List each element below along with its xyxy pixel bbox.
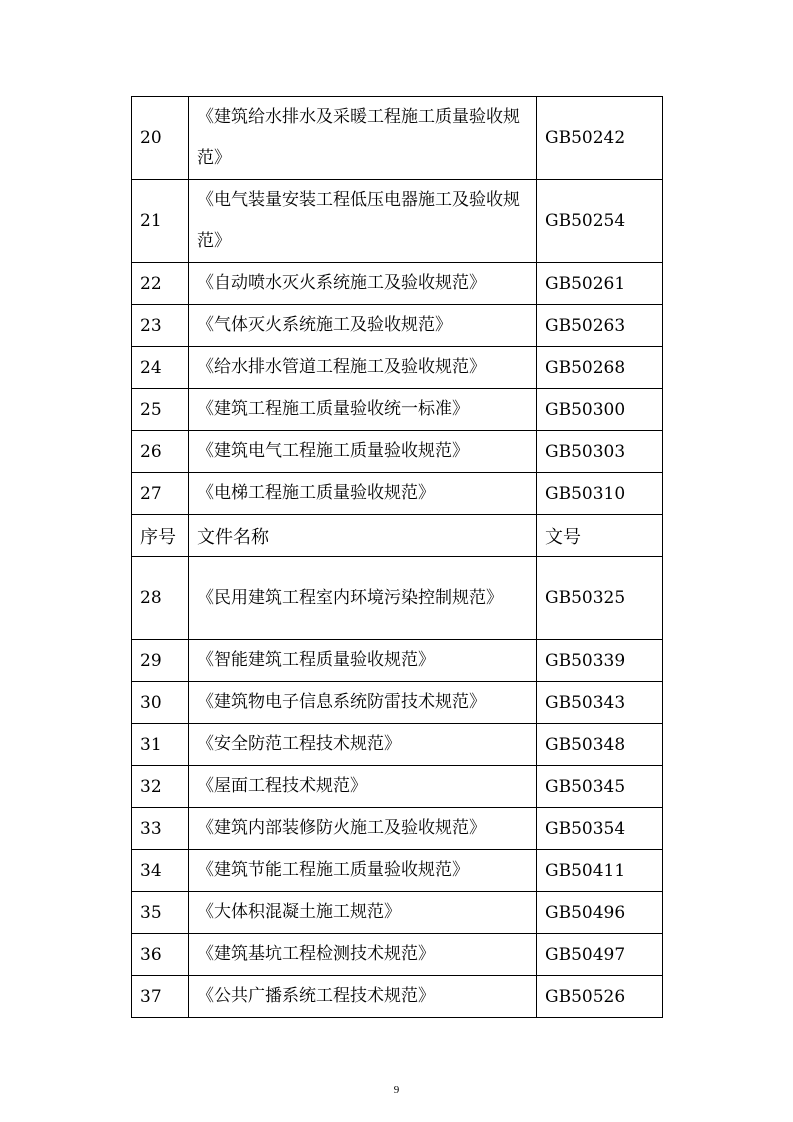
row-document-name: 《智能建筑工程质量验收规范》	[189, 640, 537, 682]
table-row	[132, 976, 663, 1018]
table-row	[132, 766, 663, 808]
row-number: 31	[132, 724, 189, 766]
row-document-code: GB50348	[537, 724, 663, 766]
row-number: 33	[132, 808, 189, 850]
table-row	[132, 263, 663, 305]
row-document-code: GB50300	[537, 389, 663, 431]
table-row	[132, 389, 663, 431]
row-document-code: GB50497	[537, 934, 663, 976]
row-number: 25	[132, 389, 189, 431]
row-number: 26	[132, 431, 189, 473]
row-number: 29	[132, 640, 189, 682]
row-document-name: 《建筑基坑工程检测技术规范》	[189, 934, 537, 976]
row-number: 27	[132, 473, 189, 515]
row-number: 37	[132, 976, 189, 1018]
row-number: 28	[132, 557, 189, 640]
table-header-row	[132, 515, 663, 557]
table-row	[132, 682, 663, 724]
row-number: 32	[132, 766, 189, 808]
table-row	[132, 808, 663, 850]
row-number: 34	[132, 850, 189, 892]
row-number: 23	[132, 305, 189, 347]
row-document-name: 《大体积混凝土施工规范》	[189, 892, 537, 934]
row-document-name: 《屋面工程技术规范》	[189, 766, 537, 808]
row-document-name: 《安全防范工程技术规范》	[189, 724, 537, 766]
row-document-code: GB50526	[537, 976, 663, 1018]
table-row	[132, 97, 663, 180]
table-row	[132, 892, 663, 934]
row-number: 21	[132, 180, 189, 263]
row-number: 36	[132, 934, 189, 976]
row-document-code: GB50325	[537, 557, 663, 640]
row-number: 30	[132, 682, 189, 724]
row-document-code: GB50261	[537, 263, 663, 305]
row-document-name: 《建筑内部装修防火施工及验收规范》	[189, 808, 537, 850]
row-document-code: GB50354	[537, 808, 663, 850]
row-number: 24	[132, 347, 189, 389]
table-row	[132, 850, 663, 892]
header-no: 序号	[132, 515, 189, 557]
row-document-code: GB50411	[537, 850, 663, 892]
row-number: 35	[132, 892, 189, 934]
standards-table	[131, 96, 663, 1018]
row-document-name: 《建筑物电子信息系统防雷技术规范》	[189, 682, 537, 724]
row-document-name: 《电梯工程施工质量验收规范》	[189, 473, 537, 515]
table-row	[132, 724, 663, 766]
header-name: 文件名称	[189, 515, 537, 557]
row-document-name: 《建筑给水排水及采暖工程施工质量验收规范》	[189, 97, 537, 180]
row-document-name: 《公共广播系统工程技术规范》	[189, 976, 537, 1018]
row-document-name: 《建筑工程施工质量验收统一标准》	[189, 389, 537, 431]
table-row	[132, 305, 663, 347]
row-document-code: GB50343	[537, 682, 663, 724]
header-code: 文号	[537, 515, 663, 557]
table-row	[132, 347, 663, 389]
table-row	[132, 640, 663, 682]
row-document-name: 《自动喷水灭火系统施工及验收规范》	[189, 263, 537, 305]
row-document-code: GB50263	[537, 305, 663, 347]
page-number: 9	[393, 1084, 400, 1096]
table-row	[132, 473, 663, 515]
row-document-code: GB50242	[537, 97, 663, 180]
row-number: 22	[132, 263, 189, 305]
row-document-name: 《建筑节能工程施工质量验收规范》	[189, 850, 537, 892]
row-document-name: 《给水排水管道工程施工及验收规范》	[189, 347, 537, 389]
row-document-name: 《电气装量安装工程低压电器施工及验收规范》	[189, 180, 537, 263]
row-document-name: 《民用建筑工程室内环境污染控制规范》	[189, 557, 537, 640]
row-document-name: 《建筑电气工程施工质量验收规范》	[189, 431, 537, 473]
row-document-name: 《气体灭火系统施工及验收规范》	[189, 305, 537, 347]
row-document-code: GB50496	[537, 892, 663, 934]
table-row	[132, 557, 663, 640]
row-number: 20	[132, 97, 189, 180]
row-document-code: GB50310	[537, 473, 663, 515]
row-document-code: GB50345	[537, 766, 663, 808]
table-row	[132, 934, 663, 976]
row-document-code: GB50303	[537, 431, 663, 473]
table-row	[132, 431, 663, 473]
table-row	[132, 180, 663, 263]
row-document-code: GB50339	[537, 640, 663, 682]
row-document-code: GB50254	[537, 180, 663, 263]
row-document-code: GB50268	[537, 347, 663, 389]
